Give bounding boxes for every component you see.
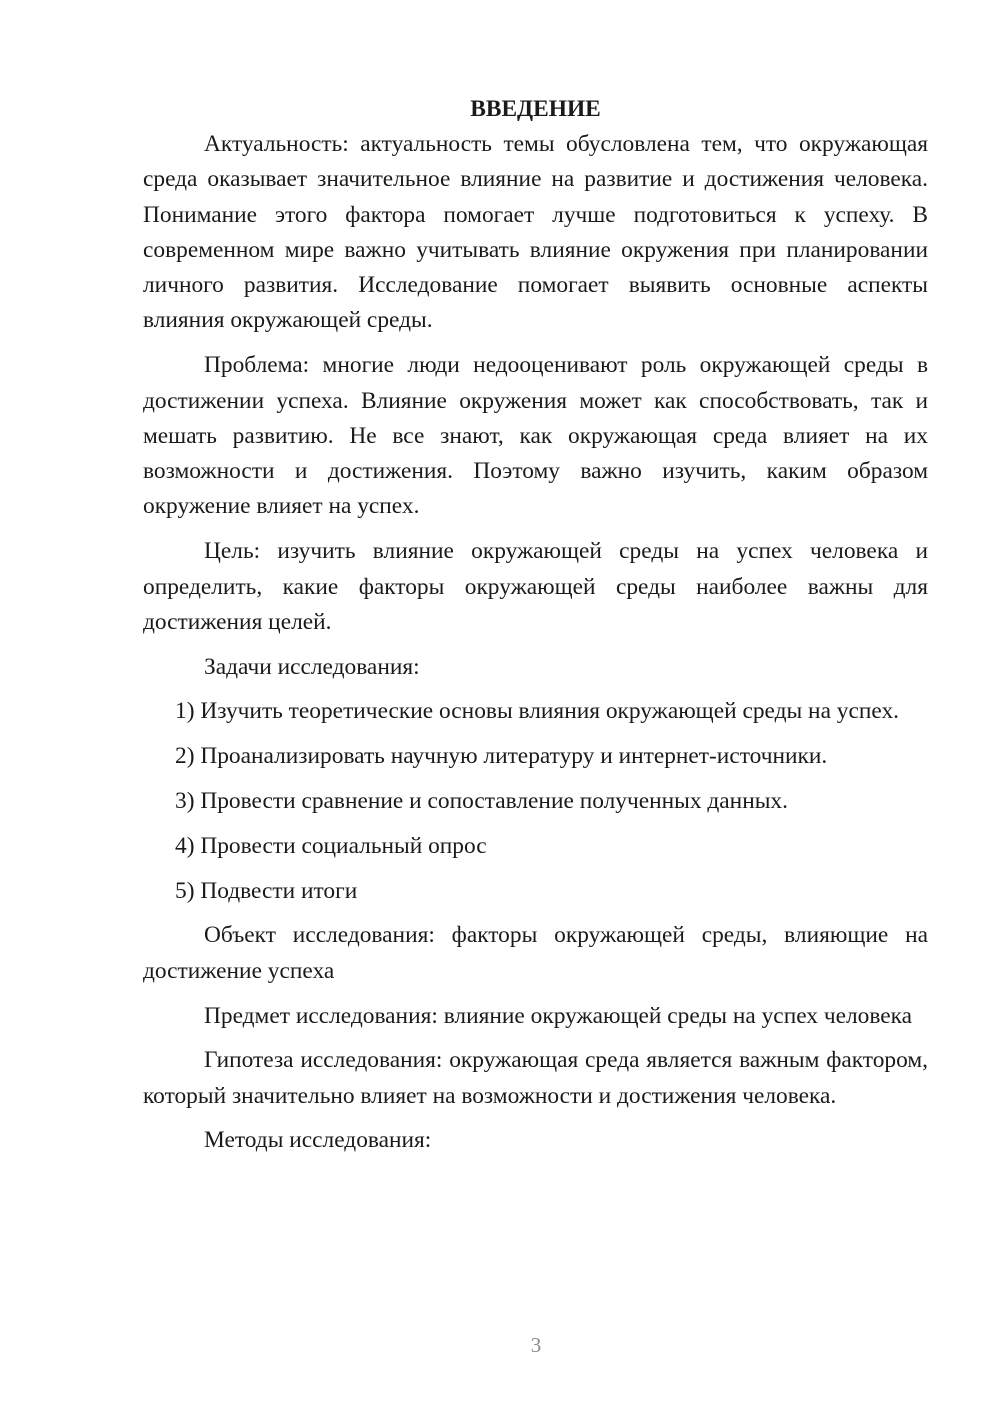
paragraph-relevance: Актуальность: актуальность темы обусловлена тем, что окружающая среда оказывает значительное влияние на развитие и достижения человека. Понимание этого фактора помогает лучше подготовиться к успеху. В современном мире важно учитывать влияние окружения при планировании личного развития. Исследование помогает выявить основные аспекты влияния окружающей среды.: [143, 131, 928, 334]
task-item-3: 3) Провести сравнение и сопоставление полученных данных.: [175, 788, 788, 815]
task-item-1: 1) Изучить теоретические основы влияния окружающей среды на успех.: [175, 698, 900, 725]
paragraph-object: Объект исследования: факторы окружающей среды, влияющие на достижение успеха: [143, 922, 928, 984]
paragraph-goal: Цель: изучить влияние окружающей среды на успех человека и определить, какие факторы окружающей среды наиболее важны для достижения целей.: [143, 538, 928, 635]
page-number: 3: [530, 1333, 542, 1357]
paragraph-problem: Проблема: многие люди недооценивают роль окружающей среды в достижении успеха. Влияние окружения может как способствовать, так и мешать развитию. Не все знают, как окружающая среда влияет на их возможности и достижения. Поэтому важно изучить, каким образом окружение влияет на успех.: [143, 352, 928, 520]
document-page: [143, 92, 928, 1168]
task-item-2: 2) Проанализировать научную литературу и интернет-источники.: [175, 743, 828, 770]
paragraph-methods-heading: Методы исследования:: [204, 1127, 432, 1154]
paragraph-tasks-heading: Задачи исследования:: [204, 653, 420, 680]
paragraph-subject: Предмет исследования: влияние окружающей среды на успех человека: [204, 1002, 913, 1029]
paragraph-hypothesis: Гипотеза исследования: окружающая среда является важным фактором, который значительно влияет на возможности и достижения человека.: [143, 1047, 928, 1109]
task-item-5: 5) Подвести итоги: [175, 877, 358, 904]
task-item-4: 4) Провести социальный опрос: [175, 832, 487, 859]
section-title: ВВЕДЕНИЕ: [470, 96, 601, 122]
